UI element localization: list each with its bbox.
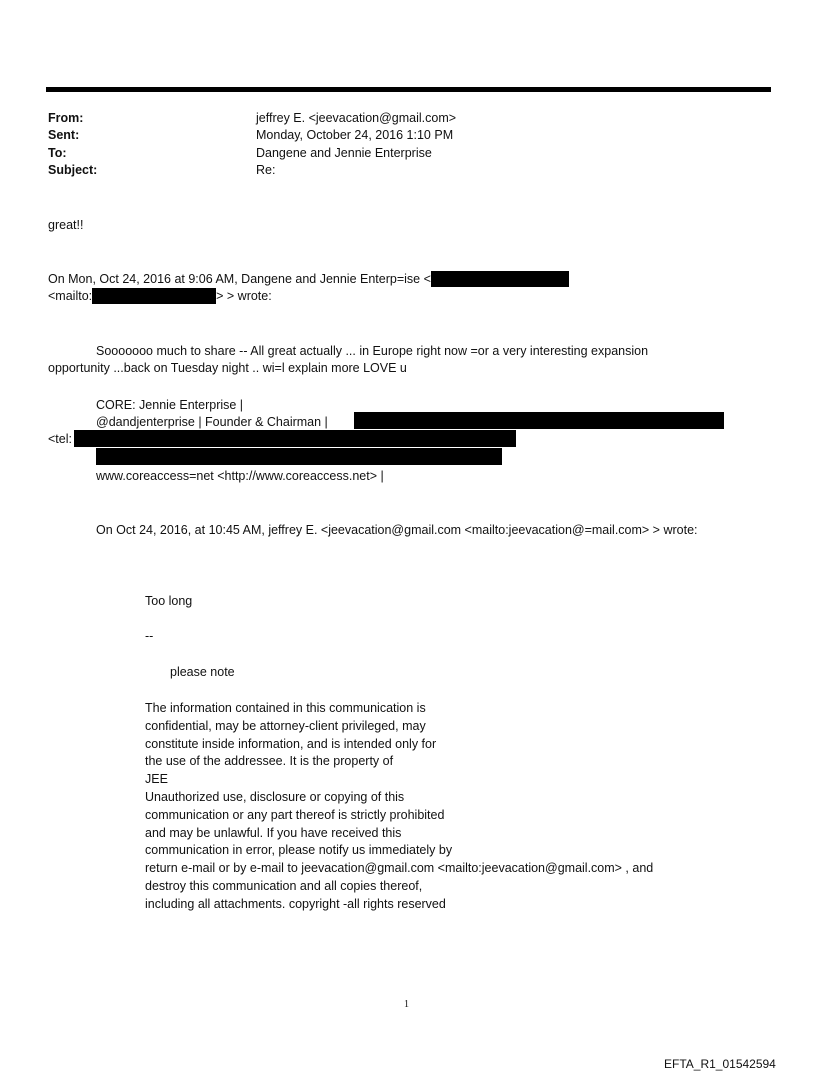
quote1-mailto (48, 288, 272, 305)
disclaimer-line: destroy this communication and all copies thereof, (145, 878, 423, 893)
signature-line-2: @dandjenterprise | Founder & Chairman | (96, 415, 328, 429)
please-note-text: please note (170, 665, 235, 679)
disclaimer-line: including all attachments. copyright -all rights reserved (145, 896, 446, 911)
to-value: Dangene and Jennie Enterprise (256, 146, 432, 160)
redaction-box (96, 448, 502, 465)
quote1-header (48, 271, 569, 288)
disclaimer-line: Unauthorized use, disclosure or copying of this (145, 789, 405, 804)
disclaimer-line: confidential, may be attorney-client privileged, may (145, 718, 426, 733)
signature-website: www.coreaccess=net <http://www.coreaccess.net> | (96, 469, 384, 483)
disclaimer-line: The information contained in this communication is (145, 701, 426, 715)
quote1-mailto-prefix: <mailto: (48, 289, 93, 303)
page-number: 1 (404, 999, 409, 1010)
quote2-header: On Oct 24, 2016, at 10:45 AM, jeffrey E. <jeevacation@gmail.com <mailto:jeevacation@=mail.com> > wrote: (96, 523, 698, 537)
quote1-mailto-suffix: > > wrote: (216, 289, 272, 303)
disclaimer-line: communication in error, please notify us immediately by (145, 843, 453, 858)
disclaimer (145, 700, 653, 914)
reply-text: great!! (48, 218, 84, 232)
redaction-box (92, 288, 216, 304)
to-label: To: (48, 146, 67, 160)
sent-label: Sent: (48, 128, 80, 142)
subject-value: Re: (256, 163, 276, 177)
redaction-box (431, 271, 569, 287)
disclaimer-line: communication or any part thereof is strictly prohibited (145, 807, 445, 822)
disclaimer-line: and may be unlawful. If you have received this (145, 825, 402, 840)
disclaimer-line: JEE (145, 772, 168, 787)
disclaimer-line: return e-mail or by e-mail to jeevacation@gmail.com <mailto:jeevacation@gmail.com> , and (145, 861, 654, 876)
message-line-2: opportunity ...back on Tuesday night .. wi=l explain more LOVE u (48, 361, 407, 375)
from-value: jeffrey E. <jeevacation@gmail.com> (256, 111, 457, 125)
redaction-box (354, 412, 724, 429)
disclaimer-line: the use of the addressee. It is the property of (145, 754, 394, 769)
from-label: From: (48, 111, 84, 125)
signature-tel: <tel: (48, 432, 72, 446)
header-rule (46, 87, 771, 92)
message-line-1: Sooooooo much to share -- All great actually ... in Europe right now =or a very interesting expansion (96, 344, 649, 358)
document-id: EFTA_R1_01542594 (664, 1057, 776, 1071)
quote1-line1: On Mon, Oct 24, 2016 at 9:06 AM, Dangene and Jennie Enterp=ise < (48, 272, 431, 286)
subject-label: Subject: (48, 163, 98, 177)
signature-line-1: CORE: Jennie Enterprise | (96, 398, 244, 412)
redaction-box (74, 430, 516, 447)
too-long-text: Too long (145, 594, 193, 608)
disclaimer-line: constitute inside information, and is intended only for (145, 736, 437, 751)
sent-value: Monday, October 24, 2016 1:10 PM (256, 128, 454, 142)
signature-dashes: -- (145, 629, 154, 643)
